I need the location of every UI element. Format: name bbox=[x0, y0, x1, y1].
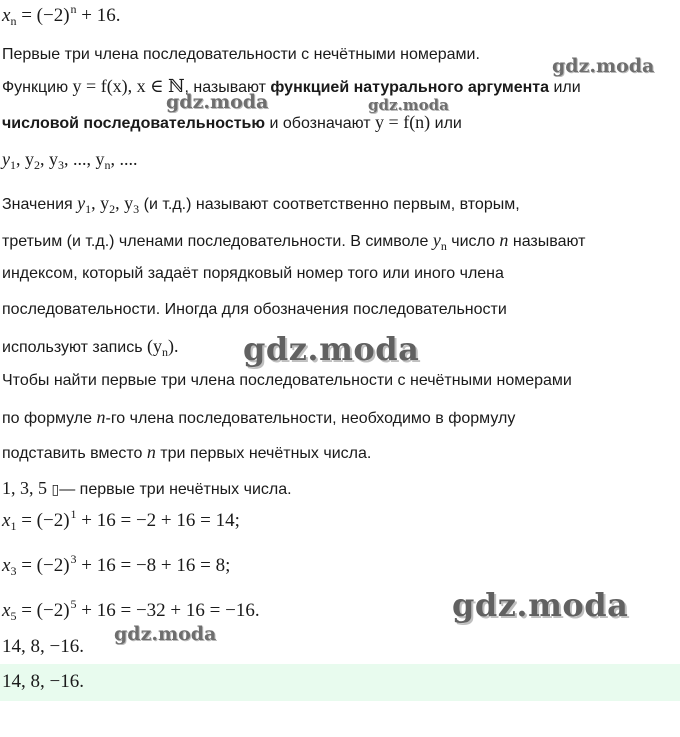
paragraph-line-1: Значения $y_1$, $y_2$, $y_3$ (и т.д.) называют соответственно первым, вторым, bbox=[2, 193, 520, 216]
paragraph-line-4: последовательности. Иногда для обозначения последовательности bbox=[2, 301, 507, 318]
watermark: gdz.moda bbox=[452, 586, 629, 624]
watermark: gdz.moda bbox=[166, 91, 269, 113]
paragraph-line-5: используют запись $(y_n)$. bbox=[2, 336, 179, 359]
watermark: gdz.moda bbox=[368, 96, 449, 114]
watermark: gdz.moda bbox=[114, 623, 217, 645]
answer-text: 14, 8, −16. bbox=[2, 671, 84, 692]
intro-text: Первые три члена последовательности с нечётными номерами. bbox=[2, 46, 480, 63]
odd-numbers-line: 1, 3, 5 ▯— первые три нечётных числа. bbox=[2, 478, 292, 498]
paragraph-line-2: третьим (и т.д.) членами последовательности. В символе $y_n$ число n называют bbox=[2, 230, 586, 253]
missing-glyph-icon: ▯ bbox=[51, 482, 60, 498]
answer-box bbox=[0, 664, 680, 701]
definition-math-2: y = f(n) bbox=[375, 112, 431, 132]
formula-exp: n bbox=[70, 2, 77, 16]
calc-line-3: $x_5 = (-2)^5 + 16 = -32 + 16 = -16$. bbox=[2, 597, 260, 623]
definition-term-1: функцией натурального аргумента bbox=[270, 79, 550, 96]
paragraph-line-3: индексом, который задаёт порядковый номер того или иного члена bbox=[2, 265, 504, 282]
formula-tail: + 16. bbox=[76, 5, 121, 26]
formula-var: x bbox=[2, 5, 11, 26]
formula-mid: = (−2) bbox=[16, 5, 70, 26]
definition-line-2: числовой последовательностью и обозначают y = f(n) или bbox=[2, 112, 462, 132]
method-line-1: Чтобы найти первые три члена последовательности с нечётными номерами bbox=[2, 372, 572, 389]
definition-line-1: Функцию y = f(x), x ∈ ℕ, называют функцией натурального аргумента или bbox=[2, 76, 581, 96]
definition-term-2: числовой последовательностью bbox=[2, 115, 266, 132]
calc-line-1: $x_1 = (-2)^1 + 16 = -2 + 16 = 14$; bbox=[2, 507, 240, 533]
sequence-notation: $y_1$, $y_2$, $y_3$, ..., $y_n$, .... bbox=[2, 149, 138, 172]
formula-header bbox=[2, 2, 121, 28]
definition-math-1: y = f(x), x ∈ ℕ bbox=[72, 76, 185, 96]
method-line-3: подставить вместо n три первых нечётных числа. bbox=[2, 442, 372, 462]
watermark: gdz.moda bbox=[552, 55, 655, 77]
calc-line-2: $x_3 = (-2)^3 + 16 = -8 + 16 = 8$; bbox=[2, 552, 231, 578]
formula-sub: n bbox=[10, 14, 17, 28]
result-line: 14, 8, −16. bbox=[2, 636, 84, 657]
watermark: gdz.moda bbox=[243, 330, 420, 368]
method-line-2: по формуле n-го члена последовательности, необходимо в формулу bbox=[2, 407, 516, 427]
